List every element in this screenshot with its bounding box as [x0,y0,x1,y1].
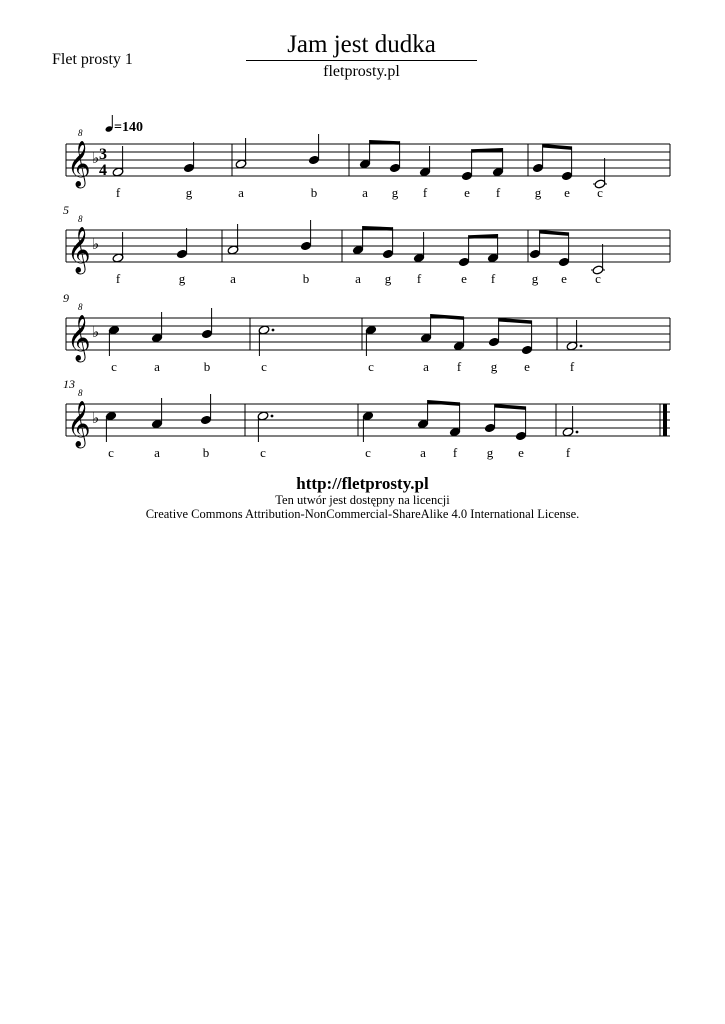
key-signature-flat-icon: ♭ [92,325,100,341]
note-name-label: b [203,359,211,374]
note-name-label: g [486,445,494,460]
note-name-label: c [111,359,117,374]
note-name-label: e [564,185,570,200]
key-signature-flat-icon: ♭ [92,411,100,427]
license-line-1: Ten utwór jest dostępny na licencji [275,493,450,507]
note-name-label: g [391,185,399,200]
note-name-label: a [230,271,236,286]
note-beam [540,230,569,236]
note-beam [431,314,464,320]
note-name-label: a [154,359,160,374]
note-name-label: g [531,271,539,286]
clef-octave-mark: 8 [78,214,83,224]
note-name-label: g [185,185,193,200]
final-barline-thick [663,404,667,436]
footer-url[interactable]: http://fletprosty.pl [296,474,429,493]
treble-clef-icon: 𝄞 [67,315,91,360]
note-name-label: g [384,271,392,286]
note-name-label: a [362,185,368,200]
clef-octave-mark: 8 [78,302,83,312]
note-name-label: g [534,185,542,200]
note-name-label: g [490,359,498,374]
augmentation-dot [580,345,583,348]
note-beam [543,144,572,150]
note-name-label: f [115,185,121,200]
note-name-label: c [108,445,114,460]
treble-clef-icon: 𝄞 [67,401,91,446]
key-signature-flat-icon: ♭ [92,237,100,253]
measure-number: 5 [63,203,69,217]
note-name-label: f [456,359,462,374]
song-title: Jam jest dudka [246,30,477,61]
note-name-label: f [416,271,422,286]
time-signature-bottom: 4 [99,162,107,179]
note-name-label: e [518,445,524,460]
note-name-label: e [461,271,467,286]
treble-clef-icon: 𝄞 [67,141,91,186]
note-name-label: g [178,271,186,286]
note-name-label: c [260,445,266,460]
note-name-label: e [524,359,530,374]
note-name-label: a [420,445,426,460]
note-name-label: e [464,185,470,200]
instrument-label: Flet prosty 1 [52,51,133,68]
augmentation-dot [576,431,579,434]
note-name-label: f [115,271,121,286]
time-signature-top: 3 [99,146,107,163]
note-name-label: a [423,359,429,374]
sheet-music [0,0,725,470]
note-name-label: a [154,445,160,460]
note-name-label: c [368,359,374,374]
note-name-label: c [597,185,603,200]
note-name-label: f [422,185,428,200]
measure-number: 9 [63,291,69,305]
clef-octave-mark: 8 [78,128,83,138]
note-name-label: c [365,445,371,460]
note-name-label: a [238,185,244,200]
note-name-label: f [495,185,501,200]
note-beam [428,400,460,406]
note-name-label: c [261,359,267,374]
note-name-label: a [355,271,361,286]
treble-clef-icon: 𝄞 [67,227,91,272]
license-line-2: Creative Commons Attribution-NonCommercial-ShareAlike 4.0 International License. [145,507,580,521]
song-subtitle: fletprosty.pl [323,63,400,80]
tempo-marking: =140 [114,120,143,135]
note-name-label: c [595,271,601,286]
augmentation-dot [271,415,274,418]
note-name-label: b [202,445,210,460]
measure-number: 13 [63,377,75,391]
note-name-label: e [561,271,567,286]
augmentation-dot [272,329,275,332]
note-name-label: f [452,445,458,460]
note-name-label: b [310,185,318,200]
note-name-label: b [302,271,310,286]
note-name-label: f [490,271,496,286]
key-signature-flat-icon: ♭ [92,151,100,167]
clef-octave-mark: 8 [78,388,83,398]
note-name-label: f [565,445,571,460]
note-beam [495,404,526,410]
note-name-label: f [569,359,575,374]
note-beam [499,318,532,324]
